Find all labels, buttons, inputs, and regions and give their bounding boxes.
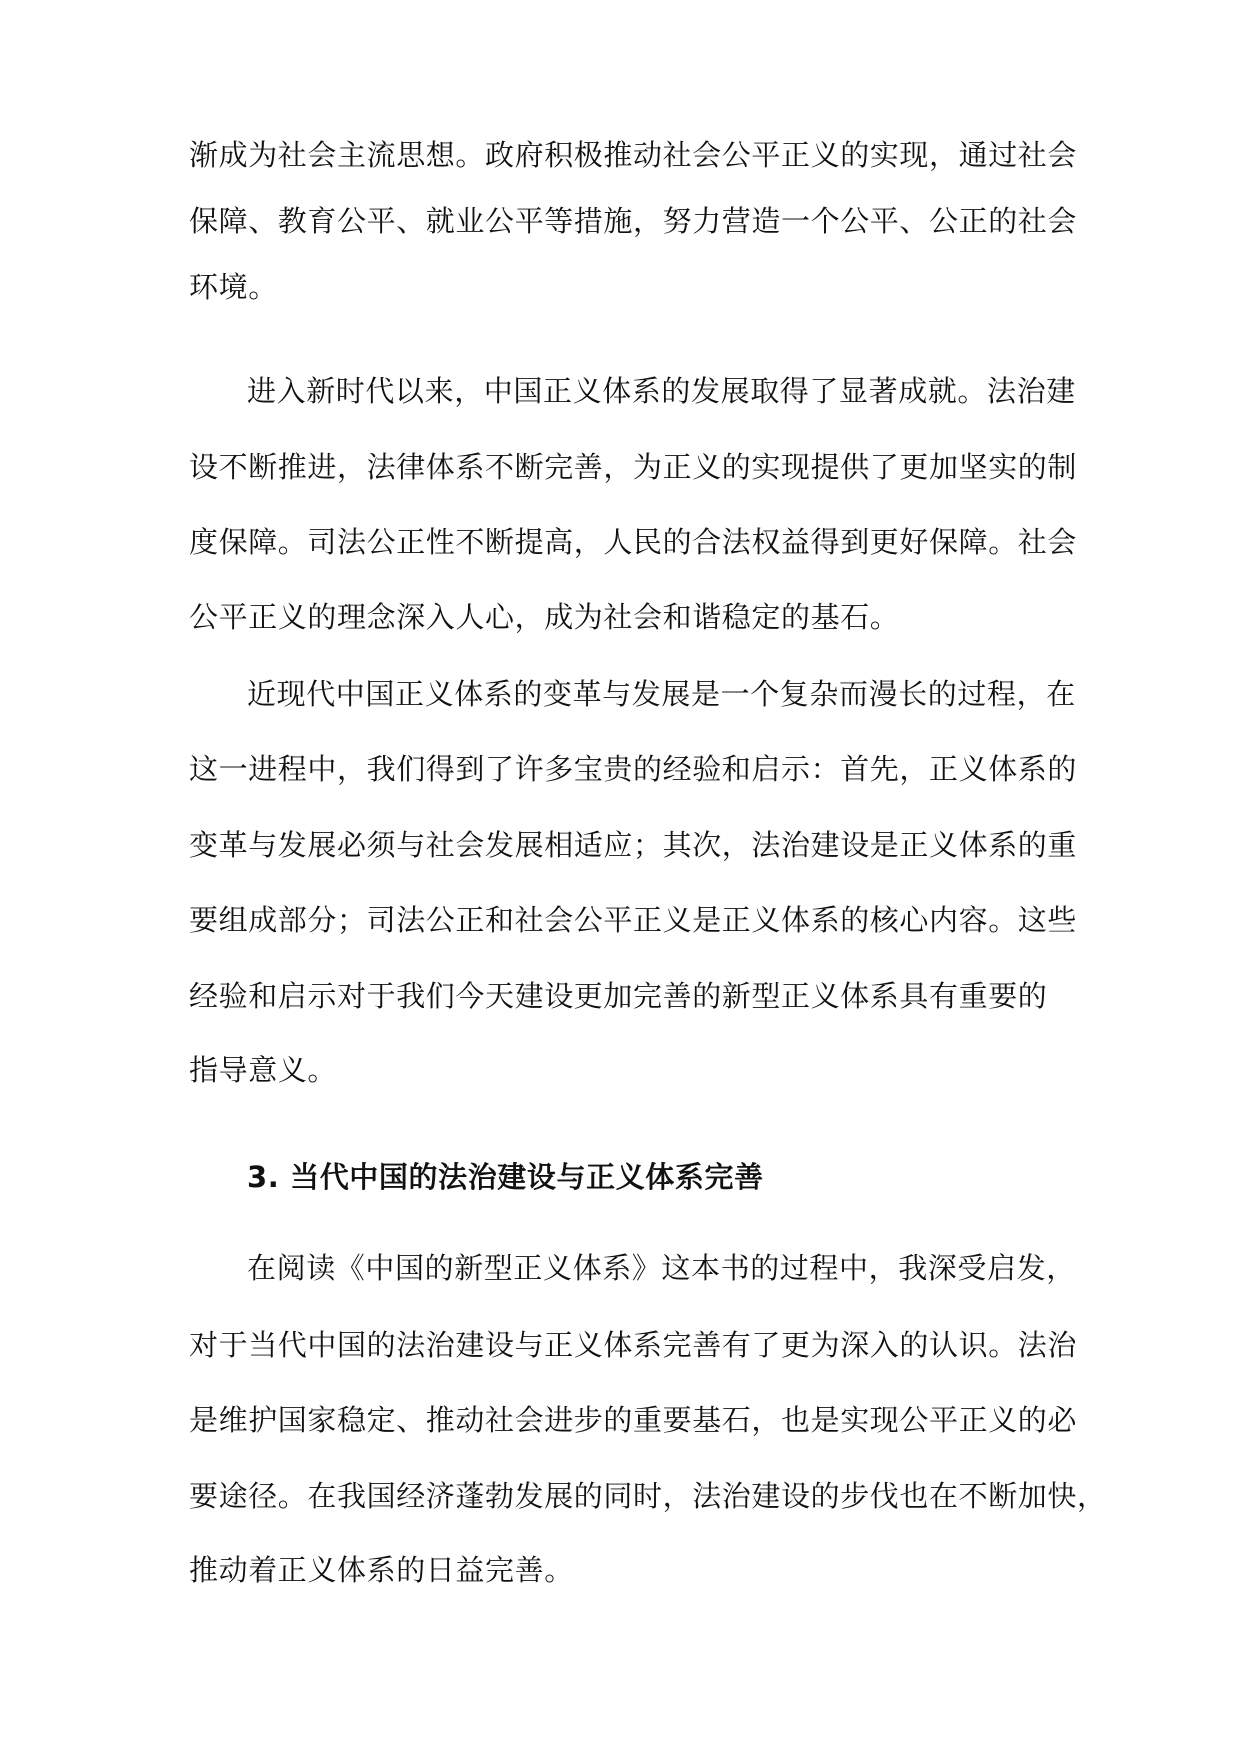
paragraph-line: 环境。 [189,270,278,304]
paragraph-line: 在阅读《中国的新型正义体系》这本书的过程中，我深受启发， [247,1251,1076,1285]
section-heading: 3. 当代中国的法治建设与正义体系完善 [247,1160,764,1194]
paragraph-line: 指导意义。 [189,1053,338,1087]
paragraph-line: 要途径。在我国经济蓬勃发展的同时，法治建设的步伐也在不断加快， [189,1479,1107,1513]
paragraph-line: 变革与发展必须与社会发展相适应；其次，法治建设是正义体系的重 [189,828,1078,862]
paragraph-line: 要组成部分；司法公正和社会公平正义是正义体系的核心内容。这些 [189,903,1078,937]
paragraph-line: 度保障。司法公正性不断提高，人民的合法权益得到更好保障。社会 [189,525,1078,559]
paragraph-line: 这一进程中，我们得到了许多宝贵的经验和启示：首先，正义体系的 [189,752,1078,786]
paragraph-line: 渐成为社会主流思想。政府积极推动社会公平正义的实现，通过社会 [189,138,1078,172]
paragraph-line: 对于当代中国的法治建设与正义体系完善有了更为深入的认识。法治 [189,1328,1078,1362]
paragraph-line: 公平正义的理念深入人心，成为社会和谐稳定的基石。 [189,600,900,634]
paragraph-line: 是维护国家稳定、推动社会进步的重要基石，也是实现公平正义的必 [189,1403,1078,1437]
paragraph-line: 设不断推进，法律体系不断完善，为正义的实现提供了更加坚实的制 [189,450,1078,484]
paragraph-line: 进入新时代以来，中国正义体系的发展取得了显著成就。法治建 [247,374,1076,408]
paragraph-line: 经验和启示对于我们今天建设更加完善的新型正义体系具有重要的 [189,979,1048,1013]
paragraph-line: 近现代中国正义体系的变革与发展是一个复杂而漫长的过程，在 [247,677,1076,711]
paragraph-line: 保障、教育公平、就业公平等措施，努力营造一个公平、公正的社会 [189,204,1078,238]
paragraph-line: 推动着正义体系的日益完善。 [189,1553,574,1587]
